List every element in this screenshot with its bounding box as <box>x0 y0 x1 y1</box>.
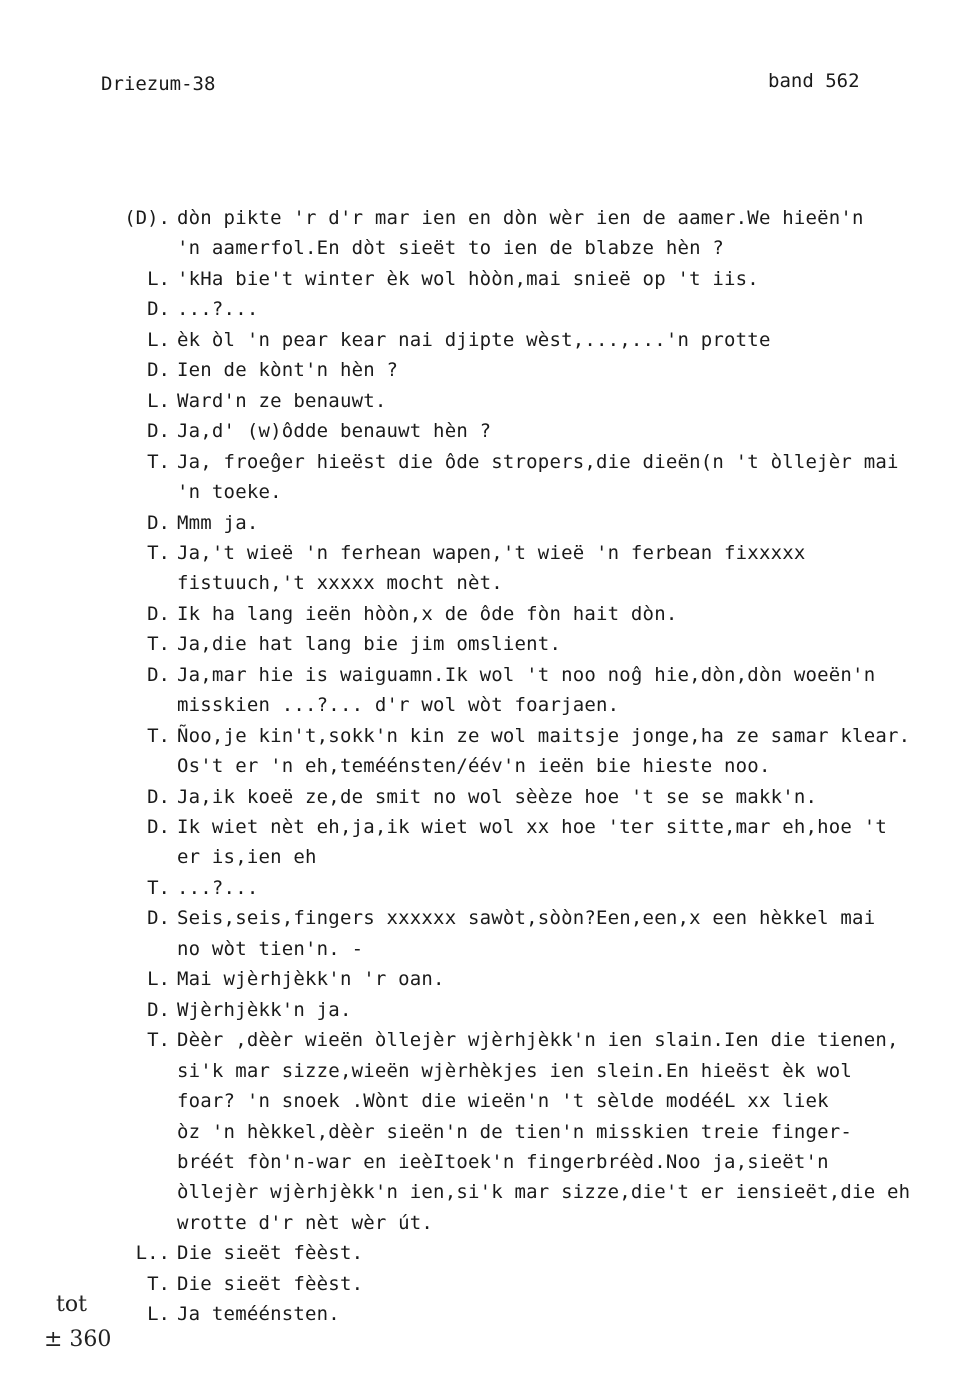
speaker-label: (D). <box>124 207 170 229</box>
line-text: Ja,ik koeë ze,de smit no wol sèèze hoe 't se se makk'n. <box>177 786 818 808</box>
line-text: Ja,'t wieë 'n ferhean wapen,'t wieë 'n ferbean fixxxxx <box>177 542 806 564</box>
line-text: fistuuch,'t xxxxx mocht nèt. <box>177 572 503 594</box>
speaker-label: T. <box>147 542 170 564</box>
speaker-label: T. <box>147 877 170 899</box>
speaker-label: T. <box>147 633 170 655</box>
margin-note-count: ± 360 <box>44 1327 112 1352</box>
header-band-number: band 562 <box>768 70 860 92</box>
line-text: ...?... <box>177 877 259 899</box>
speaker-label: D. <box>147 603 170 625</box>
line-text: foar? 'n snoek .Wònt die wieën'n 't sèlde modééL xx liek <box>177 1090 829 1112</box>
header-document-id: Driezum-38 <box>101 73 216 95</box>
line-text: Die sieët fèèst. <box>177 1273 364 1295</box>
speaker-label: L. <box>147 390 170 412</box>
line-text: wrotte d'r nèt wèr út. <box>177 1212 434 1234</box>
line-text: òllejèr wjèrhjèkk'n ien,si'k mar sizze,die't er iensieët,die eh <box>177 1181 911 1203</box>
line-text: Mmm ja. <box>177 512 259 534</box>
speaker-label: L.. <box>135 1242 170 1264</box>
line-text: Ja,die hat lang bie jim omslient. <box>177 633 562 655</box>
line-text: 'kHa bie't winter èk wol hòòn,mai snieë op 't iis. <box>177 268 759 290</box>
line-text: òz 'n hèkkel,dèèr sieën'n de tien'n misskien treie finger- <box>177 1121 853 1143</box>
line-text: misskien ...?... d'r wol wòt foarjaen. <box>177 694 620 716</box>
speaker-label: T. <box>147 1273 170 1295</box>
speaker-label: L. <box>147 329 170 351</box>
speaker-label: T. <box>147 451 170 473</box>
line-text: 'n toeke. <box>177 481 282 503</box>
speaker-label: D. <box>147 359 170 381</box>
line-text: Ward'n ze benauwt. <box>177 390 387 412</box>
line-text: no wòt tien'n. - <box>177 938 364 960</box>
margin-note-tot: tot <box>56 1292 87 1317</box>
line-text: Dèèr ,dèèr wieën òllejèr wjèrhjèkk'n ien slain.Ien die tienen, <box>177 1029 899 1051</box>
line-text: ...?... <box>177 298 259 320</box>
speaker-label: D. <box>147 907 170 929</box>
line-text: Ien de kònt'n hèn ? <box>177 359 399 381</box>
speaker-label: T. <box>147 725 170 747</box>
speaker-label: T. <box>147 1029 170 1051</box>
speaker-label: L. <box>147 1303 170 1325</box>
speaker-label: D. <box>147 664 170 686</box>
line-text: èk òl 'n pear kear nai djipte wèst,...,...'n protte <box>177 329 771 351</box>
speaker-label: D. <box>147 999 170 1021</box>
line-text: dòn pikte 'r d'r mar ien en dòn wèr ien de aamer.We hieën'n <box>177 207 864 229</box>
line-text: Ja,d' (w)ôdde benauwt hèn ? <box>177 420 492 442</box>
line-text: Ja teméénsten. <box>177 1303 340 1325</box>
line-text: Ja,mar hie is waiguamn.Ik wol 't noo noĝ hie,dòn,dòn woeën'n <box>177 664 876 686</box>
line-text: bréét fòn'n-war en ieèItoek'n fingerbréèd.Noo ja,sieët'n <box>177 1151 829 1173</box>
line-text: Wjèrhjèkk'n ja. <box>177 999 352 1021</box>
line-text: Ik ha lang ieën hòòn,x de ôde fòn hait dòn. <box>177 603 678 625</box>
line-text: Ñoo,je kin't,sokk'n kin ze wol maitsje jonge,ha ze samar klear. <box>177 725 911 747</box>
line-text: er is,ien eh <box>177 846 317 868</box>
line-text: 'n aamerfol.En dòt sieët to ien de blabze hèn ? <box>177 237 725 259</box>
line-text: Ja, froeĝer hieëst die ôde stropers,die dieën(n 't òllejèr mai <box>177 451 899 473</box>
line-text: Ik wiet nèt eh,ja,ik wiet wol xx hoe 'ter sitte,mar eh,hoe 't <box>177 816 887 838</box>
speaker-label: D. <box>147 512 170 534</box>
line-text: Die sieët fèèst. <box>177 1242 364 1264</box>
line-text: Os't er 'n eh,teméénsten/éév'n ieën bie hieste noo. <box>177 755 771 777</box>
speaker-label: L. <box>147 268 170 290</box>
line-text: Mai wjèrhjèkk'n 'r oan. <box>177 968 445 990</box>
speaker-label: L. <box>147 968 170 990</box>
line-text: Seis,seis,fingers xxxxxx sawòt,sòòn?Een,een,x een hèkkel mai <box>177 907 876 929</box>
line-text: si'k mar sizze,wieën wjèrhèkjes ien slein.En hieëst èk wol <box>177 1060 853 1082</box>
speaker-label: D. <box>147 816 170 838</box>
speaker-label: D. <box>147 420 170 442</box>
speaker-label: D. <box>147 298 170 320</box>
speaker-label: D. <box>147 786 170 808</box>
